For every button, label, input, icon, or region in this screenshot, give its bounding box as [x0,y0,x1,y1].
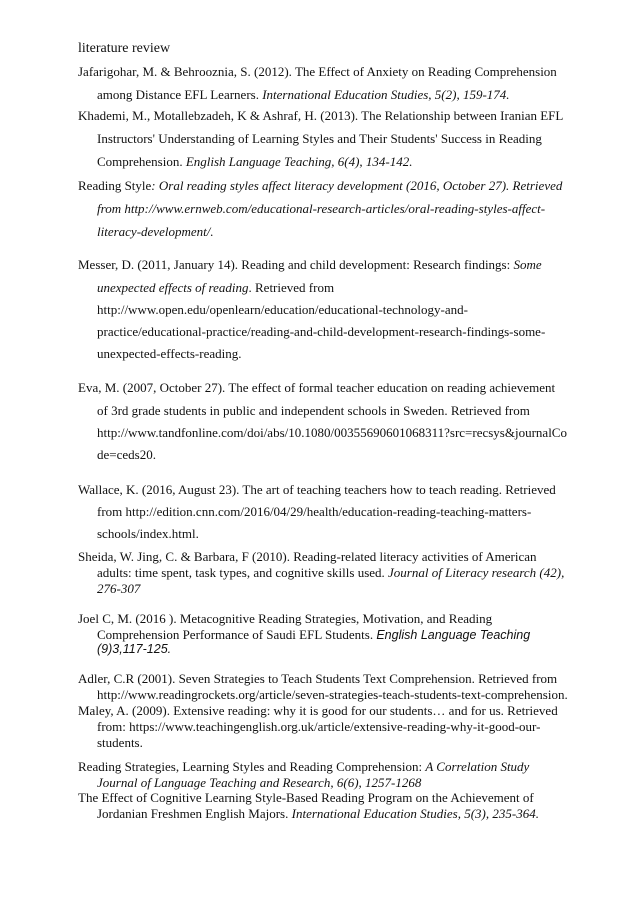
ref-line: students. [97,735,143,750]
ref-line: http://www.open.edu/openlearn/education/educational-technology-and- [97,302,468,317]
ref-line [97,87,510,102]
ref-line [97,280,334,295]
ref-line: Khademi, M., Motallebzadeh, K & Ashraf, H. (2013). The Relationship between Iranian EFL [78,108,564,123]
ref-line: http://www.tandfonline.com/doi/abs/10.1080/00355690601068311?src=recsys&journalCo [97,425,567,440]
ref-title: A Correlation Study [425,759,530,774]
ref-line: Maley, A. (2009). Extensive reading: why it is good for our students… and for us. Retrieved [78,703,558,718]
ref-line [78,178,562,193]
ref-line [97,154,412,169]
ref-line: (9)3,117-125. [97,642,172,656]
ref-text: . Retrieved from [248,280,335,295]
ref-line: from http://edition.cnn.com/2016/04/29/health/education-reading-teaching-matters- [97,504,532,519]
ref-line: http://www.readingrockets.org/article/seven-strategies-teach-students-text-comprehension. [97,687,568,702]
ref-title: unexpected effects of reading [97,280,249,295]
ref-text: among Distance EFL Learners. [97,87,263,102]
page-title: literature review [78,41,171,56]
ref-line: from: https://www.teachingenglish.org.uk/article/extensive-reading-why-it-good-our- [97,719,541,734]
ref-text: Reading Style [78,178,152,193]
journal-citation: English Language Teaching [376,628,531,642]
ref-line: of 3rd grade students in public and independent schools in Sweden. Retrieved from [97,403,530,418]
ref-line [78,257,542,272]
ref-line: unexpected-effects-reading. [97,346,242,361]
ref-line [78,759,529,774]
ref-text: Jordanian Freshmen English Majors. [97,806,292,821]
ref-line [97,627,530,643]
journal-citation: English Language Teaching, 6(4), 134-142. [185,154,413,169]
journal-citation: International Education Studies, 5(3), 235-364. [291,806,539,821]
ref-line: schools/index.html. [97,526,199,541]
ref-line: Instructors' Understanding of Learning Styles and Their Students' Success in Reading [97,131,542,146]
ref-title: : Oral reading styles affect literacy development (2016, October 27). Retrieved [151,178,563,193]
ref-line: The Effect of Cognitive Learning Style-Based Reading Program on the Achievement of [78,790,534,805]
ref-line: Journal of Language Teaching and Research, 6(6), 1257-1268 [97,775,422,790]
ref-line: Jafarigohar, M. & Behrooznia, S. (2012). The Effect of Anxiety on Reading Comprehension [78,64,557,79]
ref-text: Messer, D. (2011, January 14). Reading and child development: Research findings: [78,257,514,272]
ref-text: Comprehension Performance of Saudi EFL Students. [97,627,377,642]
ref-line: Eva, M. (2007, October 27). The effect of formal teacher education on reading achievement [78,380,556,395]
ref-line [97,806,539,821]
ref-line: Adler, C.R (2001). Seven Strategies to Teach Students Text Comprehension. Retrieved from [78,671,558,686]
journal-citation: Journal of Literacy research (42), [388,565,565,580]
ref-text: adults: time spent, task types, and cognitive skills used. [97,565,389,580]
ref-line: Wallace, K. (2016, August 23). The art of teaching teachers how to teach reading. Retrieved [78,482,556,497]
ref-line: Joel C, M. (2016 ). Metacognitive Reading Strategies, Motivation, and Reading [78,611,493,626]
ref-title: Some [513,257,542,272]
ref-text: Comprehension. [97,154,186,169]
ref-line: from http://www.ernweb.com/educational-research-articles/oral-reading-styles-affect- [97,201,546,216]
ref-line: practice/educational-practice/reading-and-child-development-research-findings-some- [97,324,546,339]
ref-line: 276-307 [97,581,141,596]
ref-line: literacy-development/. [97,224,214,239]
ref-line [97,565,564,580]
ref-line: de=ceds20. [97,447,156,462]
ref-line: Sheida, W. Jing, C. & Barbara, F (2010). Reading-related literacy activities of American [78,549,537,564]
ref-text: Reading Strategies, Learning Styles and Reading Comprehension: [78,759,426,774]
journal-citation: International Education Studies, 5(2), 159-174. [262,87,510,102]
